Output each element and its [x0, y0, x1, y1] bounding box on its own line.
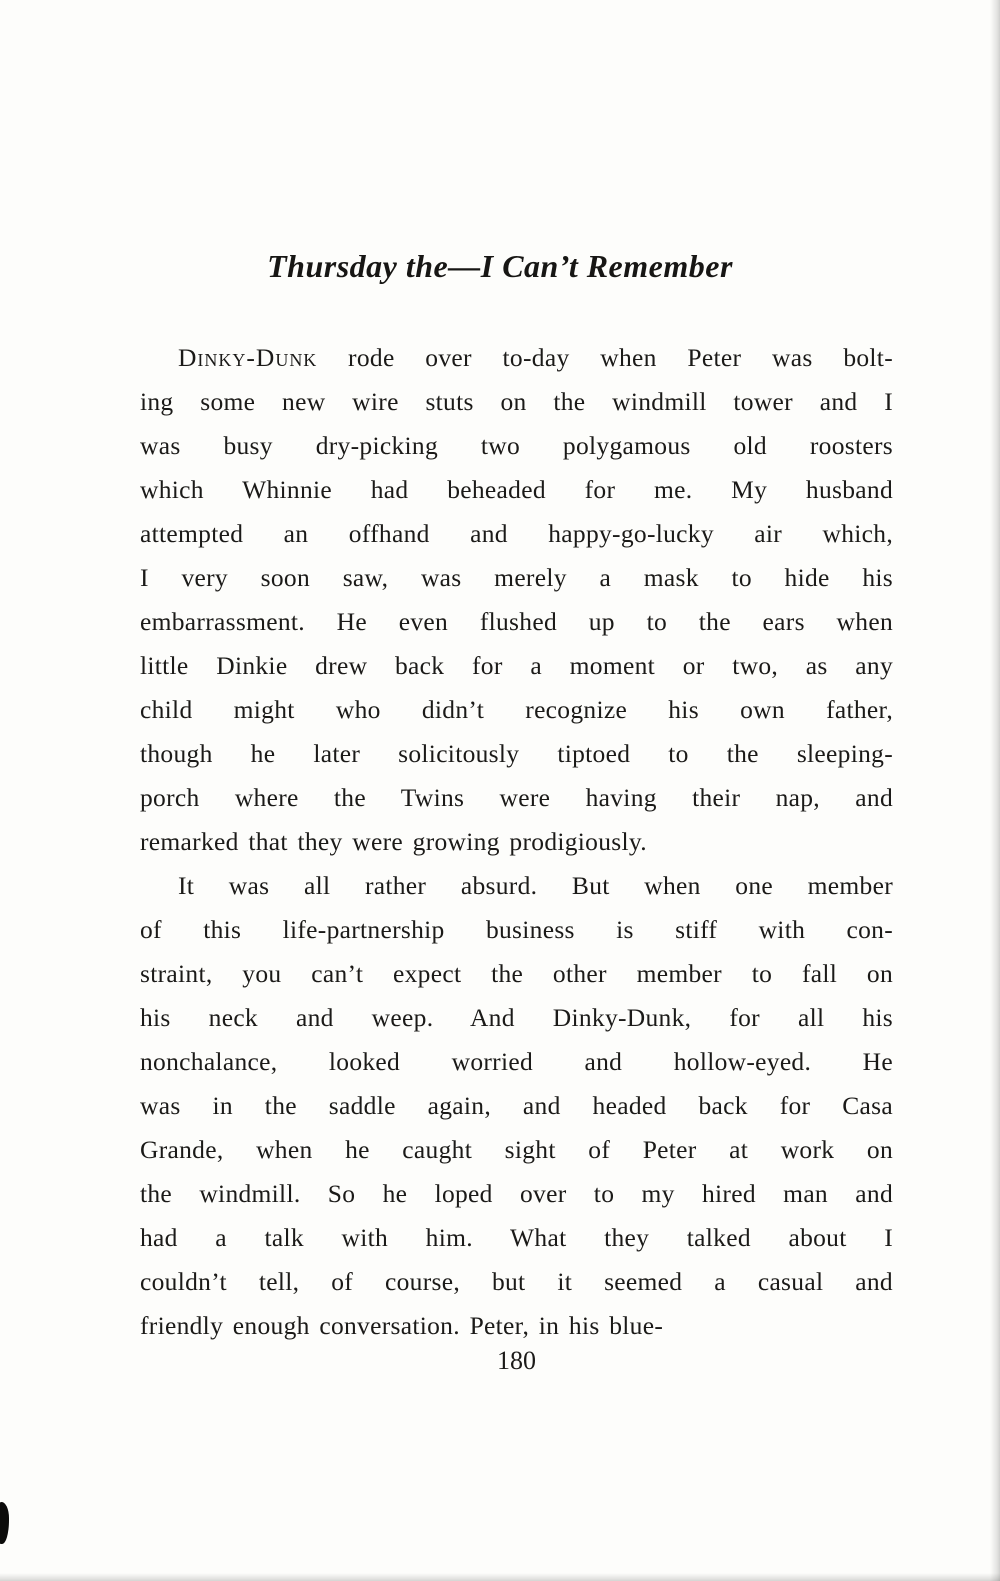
text-line: nonchalance, looked worried and hollow-eyed. He [140, 1047, 893, 1076]
text-line: the windmill. So he loped over to my hired man and [140, 1179, 893, 1208]
text-line: of this life-partnership business is stiff with con- [140, 915, 893, 944]
text-line: It was all rather absurd. But when one member [178, 871, 893, 900]
text-line: I very soon saw, was merely a mask to hide his [140, 563, 893, 592]
text-line: which Whinnie had beheaded for me. My husband [140, 475, 893, 504]
text-line: remarked that they were growing prodigiously. [140, 827, 647, 856]
smallcaps-lead: Dinky-Dunk [178, 343, 318, 372]
text-line: was busy dry-picking two polygamous old roosters [140, 431, 893, 460]
text-line: little Dinkie drew back for a moment or two, as any [140, 651, 893, 680]
text-line: embarrassment. He even flushed up to the ears when [140, 607, 893, 636]
text-line: Dinky-Dunk rode over to-day when Peter was bolt- [178, 343, 893, 372]
paragraph [140, 864, 893, 1348]
body-text [140, 336, 893, 1348]
text-line: couldn’t tell, of course, but it seemed a casual and [140, 1267, 893, 1296]
text-line: attempted an offhand and happy-go-lucky air which, [140, 519, 893, 548]
text-line: was in the saddle again, and headed back for Casa [140, 1091, 893, 1120]
text-line: ing some new wire stuts on the windmill tower and I [140, 387, 893, 416]
page-edge-shadow-right [990, 0, 1000, 1581]
page-edge-shadow-bottom [0, 1573, 1000, 1581]
text-line: straint, you can’t expect the other member to fall on [140, 959, 893, 988]
text-line: Grande, when he caught sight of Peter at work on [140, 1135, 893, 1164]
text-line: though he later solicitously tiptoed to the sleeping- [140, 739, 893, 768]
text-line: porch where the Twins were having their nap, and [140, 783, 893, 812]
chapter-title: Thursday the—I Can’t Remember [267, 248, 733, 284]
ink-smudge-artifact [0, 1502, 9, 1544]
paragraph [140, 336, 893, 864]
text-line: had a talk with him. What they talked about I [140, 1223, 893, 1252]
page-number: 180 [497, 1346, 536, 1375]
text-line: friendly enough conversation. Peter, in his blue- [140, 1311, 664, 1340]
text-line: child might who didn’t recognize his own father, [140, 695, 893, 724]
text-line: his neck and weep. And Dinky-Dunk, for all his [140, 1003, 893, 1032]
